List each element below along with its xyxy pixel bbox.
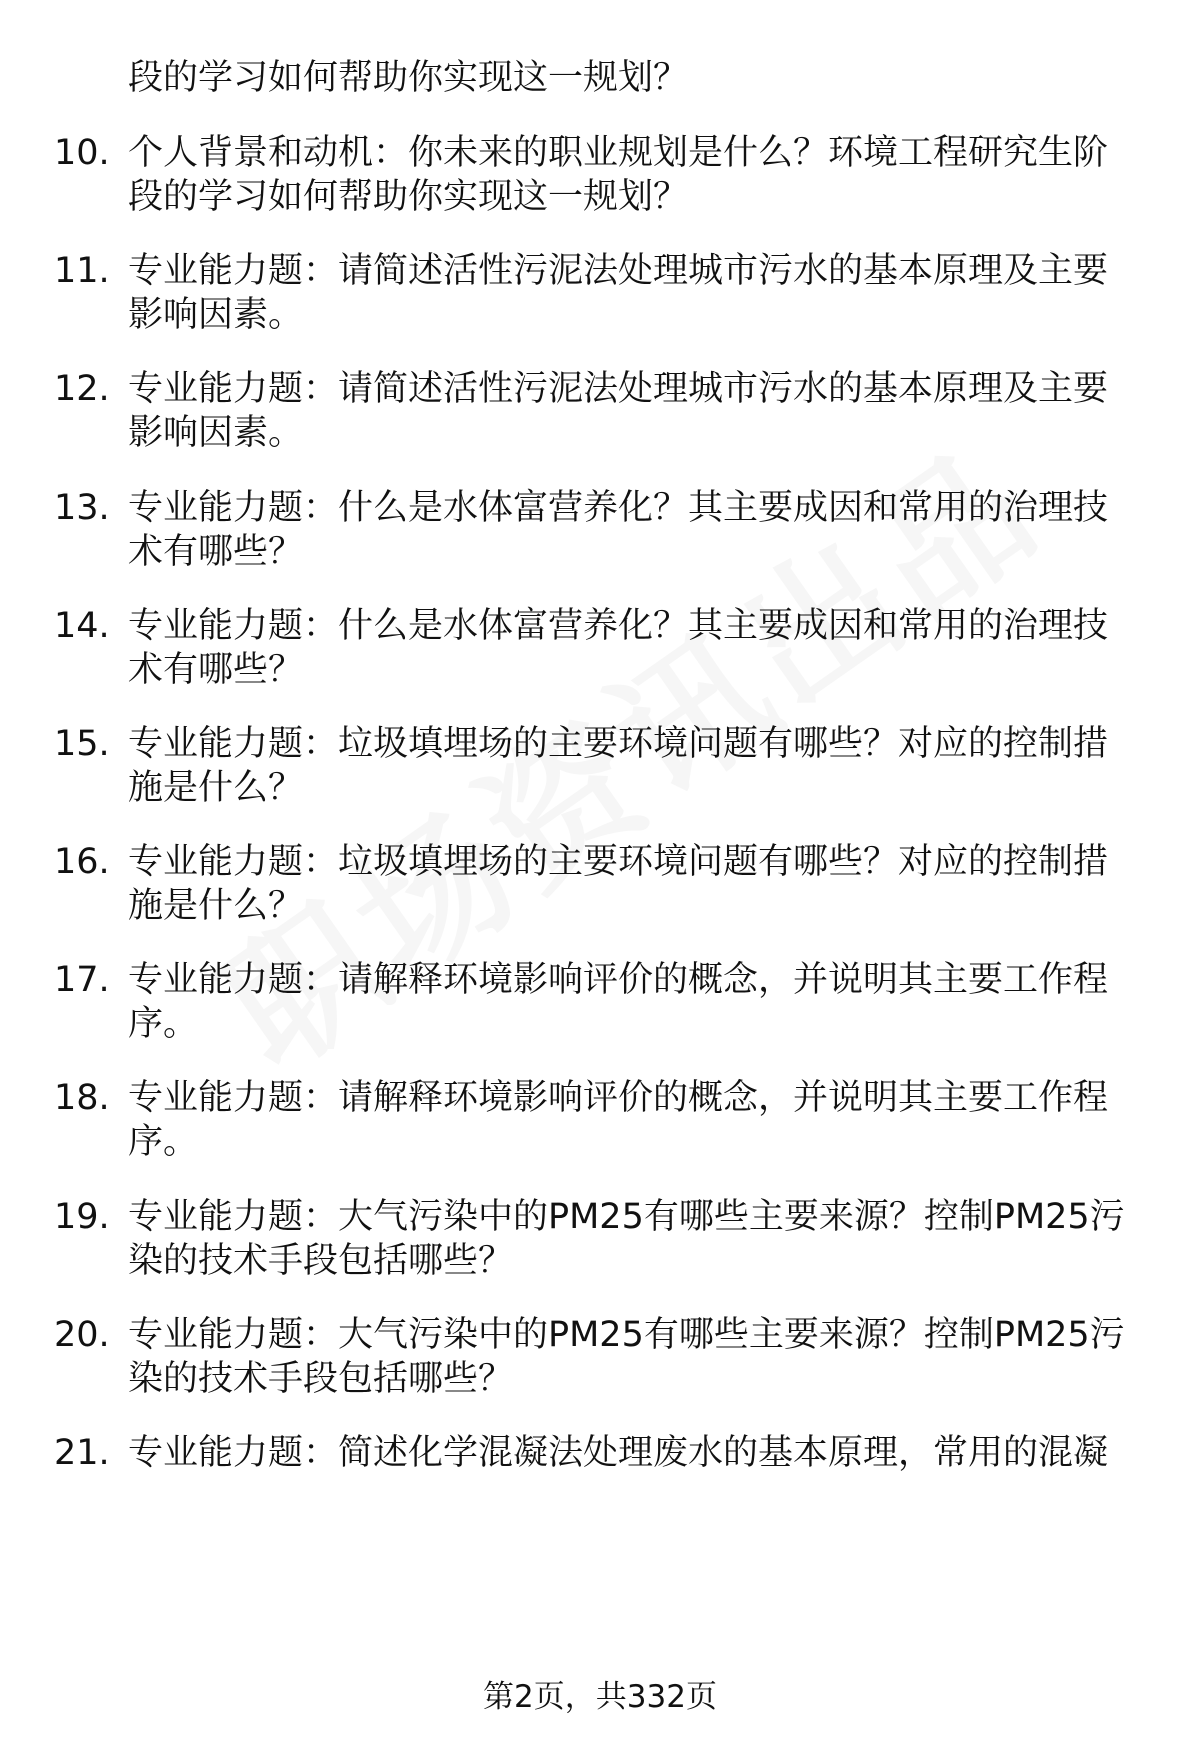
- item-text: 专业能力题：什么是水体富营养化？其主要成因和常用的治理技: [128, 606, 1109, 646]
- page-footer: 第2页，共332页: [483, 1679, 717, 1715]
- item-number: 18.: [54, 1078, 110, 1118]
- item-number: 11.: [54, 251, 110, 291]
- item-text: 专业能力题：请解释环境影响评价的概念，并说明其主要工作程: [128, 960, 1109, 1000]
- item-number: 14.: [54, 606, 110, 646]
- item-number: 16.: [54, 842, 110, 882]
- item-text: 术有哪些？: [128, 532, 304, 572]
- item-number: 13.: [54, 488, 110, 528]
- item-text: 专业能力题：请简述活性污泥法处理城市污水的基本原理及主要: [128, 369, 1109, 409]
- item-text: 段的学习如何帮助你实现这一规划？: [128, 177, 689, 217]
- item-number: 12.: [54, 369, 110, 409]
- item-text: 专业能力题：请简述活性污泥法处理城市污水的基本原理及主要: [128, 251, 1109, 291]
- item-text: 专业能力题：什么是水体富营养化？其主要成因和常用的治理技: [128, 488, 1109, 528]
- item-text: 术有哪些？: [128, 650, 304, 690]
- item-number: 19.: [54, 1197, 110, 1237]
- item-text: 专业能力题：垃圾填埋场的主要环境问题有哪些？对应的控制措: [128, 724, 1109, 764]
- item-text: 施是什么？: [128, 886, 304, 926]
- item-text: 专业能力题：垃圾填埋场的主要环境问题有哪些？对应的控制措: [128, 842, 1109, 882]
- item-number: 20.: [54, 1315, 110, 1355]
- item-text: 专业能力题：请解释环境影响评价的概念，并说明其主要工作程: [128, 1078, 1109, 1118]
- item-number: 17.: [54, 960, 110, 1000]
- item-text: 序。: [128, 1004, 199, 1044]
- item-number: 15.: [54, 724, 110, 764]
- item-text: 个人背景和动机：你未来的职业规划是什么？环境工程研究生阶: [128, 133, 1109, 173]
- item-text: 施是什么？: [128, 768, 304, 808]
- item-text: 影响因素。: [128, 295, 304, 335]
- continuation-text: 段的学习如何帮助你实现这一规划？: [128, 58, 689, 98]
- item-number: 10.: [54, 133, 110, 173]
- item-number: 21.: [54, 1433, 110, 1473]
- item-text: 序。: [128, 1122, 199, 1162]
- item-text: 染的技术手段包括哪些？: [128, 1359, 514, 1399]
- item-text: 专业能力题：简述化学混凝法处理废水的基本原理，常用的混凝: [128, 1433, 1109, 1473]
- item-text: 影响因素。: [128, 413, 304, 453]
- item-text: 专业能力题：大气污染中的PM25有哪些主要来源？控制PM25污: [128, 1315, 1125, 1355]
- item-text: 染的技术手段包括哪些？: [128, 1241, 514, 1281]
- item-text: 专业能力题：大气污染中的PM25有哪些主要来源？控制PM25污: [128, 1197, 1125, 1237]
